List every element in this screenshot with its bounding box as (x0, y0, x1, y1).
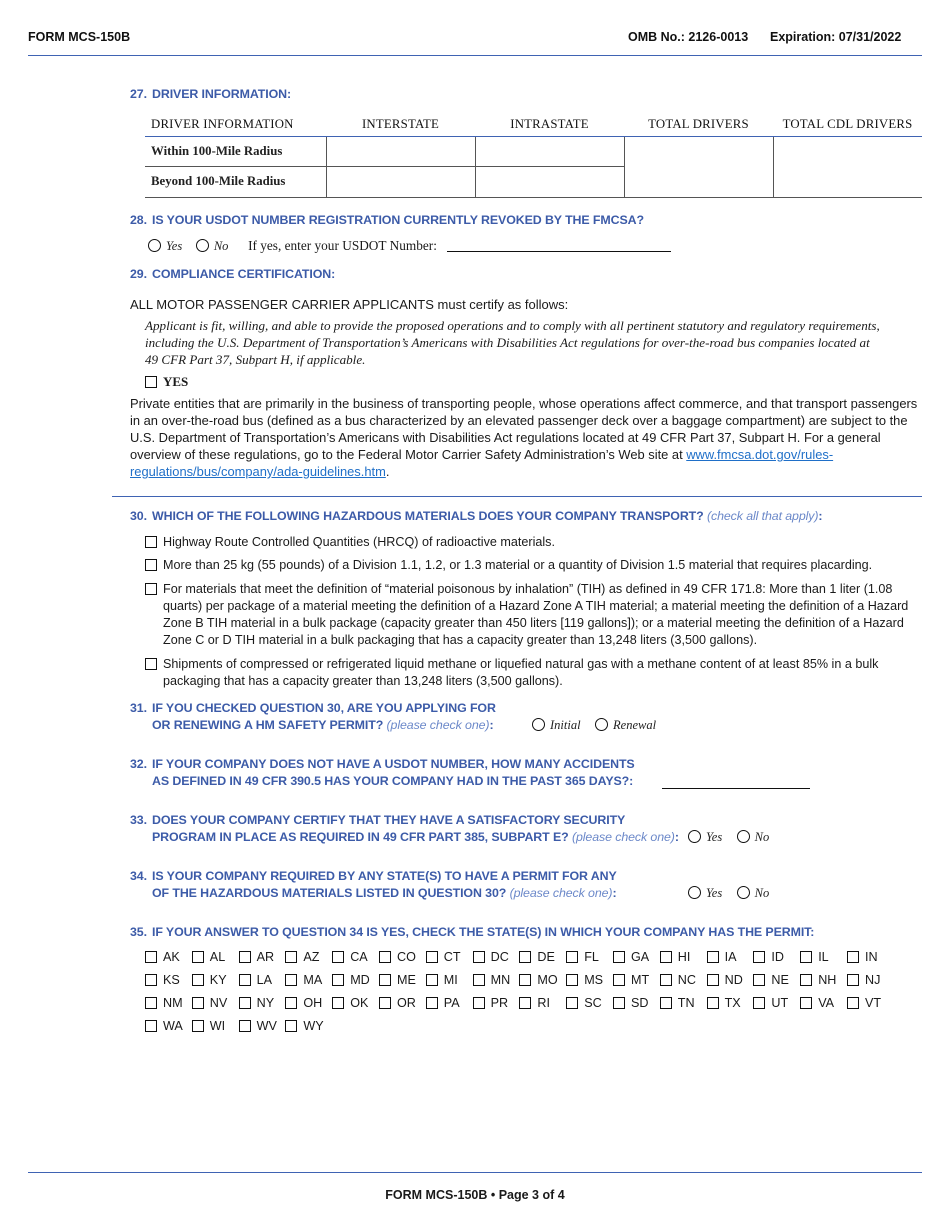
form-name: FORM MCS-150B (28, 30, 131, 44)
state-option-ca (332, 950, 368, 964)
state-checkbox-mo[interactable] (519, 974, 531, 986)
state-option-fl (566, 950, 599, 964)
q29-paragraph: Private entities that are primarily in the business of transporting people, whose operations affect commerce, and that transport passengers in an over-the-road bus (defined as a bus characterized by an elevated passenger deck over a baggage compartment) are subject to the U.S. Department of Transportation’s Americans with Disabilities Act regulations located at 49 CFR Part 37, Subpart H. For a general overview of these regulations, go to the Federal Motor Carrier Safety Administration’s Web site at www.fmcsa.dot.gov/rules-regulations/bus/company/ada-guidelines.htm. (130, 396, 918, 479)
state-checkbox-md[interactable] (332, 974, 344, 986)
q29-intro: ALL MOTOR PASSENGER CARRIER APPLICANTS must certify as follows: (130, 297, 569, 312)
state-label: RI (537, 996, 550, 1010)
hazmat-division1-checkbox[interactable] (145, 559, 157, 571)
state-checkbox-vt[interactable] (847, 997, 859, 1009)
state-option-nd (707, 973, 743, 987)
q27-heading: 27. DRIVER INFORMATION: (130, 87, 291, 101)
hazmat-option-hrcq: Highway Route Controlled Quantities (HRCQ) of radioactive materials. (145, 534, 920, 551)
within-interstate-field[interactable] (326, 136, 475, 167)
state-checkbox-mn[interactable] (473, 974, 485, 986)
state-checkbox-ak[interactable] (145, 951, 157, 963)
state-label: PA (443, 996, 460, 1010)
state-label: MA (303, 973, 323, 987)
row-within-100-mile: Within 100-Mile Radius (145, 136, 326, 167)
state-option-la (239, 973, 272, 987)
col-total-cdl-drivers: TOTAL CDL DRIVERS (773, 114, 922, 136)
state-checkbox-wv[interactable] (239, 1020, 251, 1032)
q33-no-radio[interactable] (737, 830, 750, 843)
state-label: OK (350, 996, 369, 1010)
beyond-interstate-field[interactable] (326, 167, 475, 198)
state-label: SC (584, 996, 602, 1010)
state-checkbox-pr[interactable] (473, 997, 485, 1009)
state-label: DC (490, 950, 509, 964)
state-checkbox-nj[interactable] (847, 974, 859, 986)
state-label: ME (397, 973, 416, 987)
beyond-intrastate-field[interactable] (475, 167, 624, 198)
state-label: IL (818, 950, 829, 964)
state-checkbox-pa[interactable] (426, 997, 438, 1009)
footer-rule (28, 1172, 922, 1173)
state-label: UT (771, 996, 789, 1010)
state-label: IN (865, 950, 878, 964)
state-label: WV (256, 1019, 277, 1033)
state-option-ut (753, 996, 788, 1010)
state-label: NC (677, 973, 696, 987)
state-label: DE (537, 950, 555, 964)
state-option-de (519, 950, 555, 964)
state-option-ak (145, 950, 180, 964)
state-option-il (800, 950, 829, 964)
state-option-wa (145, 1019, 183, 1033)
state-option-ny (239, 996, 275, 1010)
state-checkbox-ar[interactable] (239, 951, 251, 963)
state-label: FL (584, 950, 599, 964)
q31-initial-radio[interactable] (532, 718, 545, 731)
hazmat-hrcq-checkbox[interactable] (145, 536, 157, 548)
state-checkbox-oh[interactable] (285, 997, 297, 1009)
state-option-vt (847, 996, 881, 1010)
total-cdl-drivers-field[interactable] (773, 136, 922, 197)
state-checkbox-ms[interactable] (566, 974, 578, 986)
state-option-va (800, 996, 834, 1010)
state-label: NV (209, 996, 228, 1010)
state-checkbox-tx[interactable] (707, 997, 719, 1009)
state-option-nh (800, 973, 836, 987)
state-checkbox-nd[interactable] (707, 974, 719, 986)
state-label: KS (163, 973, 180, 987)
state-checkbox-ut[interactable] (753, 997, 765, 1009)
col-driver-information: DRIVER INFORMATION (145, 114, 326, 136)
state-label: NH (818, 973, 837, 987)
state-label: TN (677, 996, 695, 1010)
state-checkbox-ma[interactable] (285, 974, 297, 986)
state-label: WA (163, 1019, 183, 1033)
q28-heading: 28. IS YOUR USDOT NUMBER REGISTRATION CURRENTLY REVOKED BY THE FMCSA? (130, 213, 644, 227)
fmcsa-ada-link[interactable]: www.fmcsa.dot.gov/rules-regulations/bus/company/ada-guidelines.htm (130, 447, 834, 479)
state-checkbox-mi[interactable] (426, 974, 438, 986)
state-option-mn (473, 973, 511, 987)
state-option-al (192, 950, 225, 964)
state-label: VA (818, 996, 835, 1010)
accident-count-field[interactable] (662, 788, 810, 789)
state-label: MO (537, 973, 558, 987)
state-label: AR (256, 950, 275, 964)
state-option-ga (613, 950, 649, 964)
state-option-nm (145, 996, 183, 1010)
state-option-mt (613, 973, 649, 987)
q28-answers: Yes No If yes, enter your USDOT Number: (148, 238, 671, 254)
state-option-sc (566, 996, 602, 1010)
state-option-ia (707, 950, 737, 964)
state-checkbox-nv[interactable] (192, 997, 204, 1009)
q34-yes-radio[interactable] (688, 886, 701, 899)
state-checkbox-wi[interactable] (192, 1020, 204, 1032)
state-option-dc (473, 950, 509, 964)
state-checkbox-wa[interactable] (145, 1020, 157, 1032)
state-checkbox-ca[interactable] (332, 951, 344, 963)
state-checkbox-sd[interactable] (613, 997, 625, 1009)
state-checkbox-ky[interactable] (192, 974, 204, 986)
state-checkbox-de[interactable] (519, 951, 531, 963)
q33-heading: 33. DOES YOUR COMPANY CERTIFY THAT THEY HAVE A SATISFACTORY SECURITY PROGRAM IN PLACE AS REQUIRED IN 49 CFR PART 385, SUBPART E? (please check one): (130, 813, 679, 844)
state-option-az (285, 950, 319, 964)
state-option-mo (519, 973, 557, 987)
state-option-tx (707, 996, 741, 1010)
q33-answers: Yes No (688, 828, 779, 846)
state-checkbox-nm[interactable] (145, 997, 157, 1009)
driver-information-table (145, 114, 922, 198)
usdot-number-field[interactable] (447, 251, 671, 252)
total-drivers-field[interactable] (624, 136, 773, 197)
state-option-ma (285, 973, 322, 987)
state-option-sd (613, 996, 649, 1010)
state-option-ct (426, 950, 461, 964)
state-option-wy (285, 1019, 323, 1033)
state-label: ID (771, 950, 784, 964)
state-label: NY (256, 996, 275, 1010)
state-label: PR (490, 996, 509, 1010)
within-intrastate-field[interactable] (475, 136, 624, 167)
col-intrastate: INTRASTATE (475, 114, 624, 136)
state-checkbox-tn[interactable] (660, 997, 672, 1009)
expiration-date: Expiration: 07/31/2022 (770, 30, 902, 44)
q30-heading: 30. WHICH OF THE FOLLOWING HAZARDOUS MATERIALS DOES YOUR COMPANY TRANSPORT? (check all that apply): (130, 509, 823, 523)
state-label: GA (631, 950, 650, 964)
hazmat-option-tih: For materials that meet the definition of “material poisonous by inhalation” (TIH) as defined in 49 CFR 171.8: More than 1 liter (1.08 quarts) per package of a material meeting the definition of a Hazard Zone A TIH material; a material meeting the definition of a Hazard Zone B TIH material in a bulk package (capacity greater than 450 liters [119 gallons]); or a material meeting the definition of a Hazard Zone C or D TIH material in a bulk packaging that has a capacity greater than 13,248 liters (3,500 gallons). (145, 581, 922, 649)
state-option-ms (566, 973, 603, 987)
state-checkbox-il[interactable] (800, 951, 812, 963)
state-checkbox-ia[interactable] (707, 951, 719, 963)
state-label: SD (631, 996, 649, 1010)
state-checkbox-fl[interactable] (566, 951, 578, 963)
q35-heading: 35. IF YOUR ANSWER TO QUESTION 34 IS YES, CHECK THE STATE(S) IN WHICH YOUR COMPANY HAS THE PERMIT: (130, 925, 815, 939)
state-label: NM (163, 996, 183, 1010)
state-option-nc (660, 973, 696, 987)
q29-yes-option: YES (145, 374, 188, 390)
state-checkbox-ri[interactable] (519, 997, 531, 1009)
state-option-wi (192, 1019, 225, 1033)
state-label: MS (584, 973, 604, 987)
state-label: TX (724, 996, 741, 1010)
footer-page-label: FORM MCS-150B • Page 3 of 4 (385, 1188, 565, 1202)
q28-yes-radio[interactable] (148, 239, 161, 252)
state-checkbox-nc[interactable] (660, 974, 672, 986)
hazmat-tih-checkbox[interactable] (145, 583, 157, 595)
state-checkbox-va[interactable] (800, 997, 812, 1009)
state-checkbox-or[interactable] (379, 997, 391, 1009)
state-checkbox-id[interactable] (753, 951, 765, 963)
state-option-ok (332, 996, 368, 1010)
state-label: WY (303, 1019, 324, 1033)
state-option-nv (192, 996, 228, 1010)
state-checkbox-ga[interactable] (613, 951, 625, 963)
state-option-hi (660, 950, 691, 964)
state-checkbox-la[interactable] (239, 974, 251, 986)
state-option-ne (753, 973, 789, 987)
q32-heading: 32. IF YOUR COMPANY DOES NOT HAVE A USDOT NUMBER, HOW MANY ACCIDENTS AS DEFINED IN 49 CFR 390.5 HAS YOUR COMPANY HAD IN THE PAST 365 DAYS?: (130, 757, 635, 788)
state-option-mi (426, 973, 458, 987)
q29-heading: 29. COMPLIANCE CERTIFICATION: (130, 267, 336, 281)
state-checkbox-ct[interactable] (426, 951, 438, 963)
table-row (145, 136, 922, 167)
state-label: ND (724, 973, 743, 987)
state-label: HI (677, 950, 691, 964)
q31-answers: Initial Renewal (532, 716, 666, 734)
state-label: AK (163, 950, 180, 964)
state-checkbox-ne[interactable] (753, 974, 765, 986)
state-label: MD (350, 973, 370, 987)
row-beyond-100-mile: Beyond 100-Mile Radius (145, 167, 326, 198)
hazmat-methane-checkbox[interactable] (145, 658, 157, 670)
state-label: KY (209, 973, 227, 987)
q34-no-radio[interactable] (737, 886, 750, 899)
state-label: IA (724, 950, 737, 964)
state-label: MI (443, 973, 458, 987)
usdot-prompt: If yes, enter your USDOT Number: (248, 238, 437, 253)
q34-answers: Yes No (688, 884, 779, 902)
col-interstate: INTERSTATE (326, 114, 475, 136)
q29-statement: Applicant is fit, willing, and able to provide the proposed operations and to comply with all pertinent statutory and regulatory requirements, including the U.S. Department of Transportation’s Americans with Disabilities Act regulations for over-the-road bus companies located at 49 CFR Part 37, Subpart H, if applicable. (145, 318, 880, 367)
state-option-co (379, 950, 416, 964)
state-label: WI (209, 1019, 226, 1033)
state-label: AZ (303, 950, 320, 964)
col-total-drivers: TOTAL DRIVERS (624, 114, 773, 136)
state-option-wv (239, 1019, 277, 1033)
state-label: LA (256, 973, 272, 987)
state-option-ar (239, 950, 275, 964)
state-option-in (847, 950, 878, 964)
hazmat-option-division1: More than 25 kg (55 pounds) of a Division 1.1, 1.2, or 1.3 material or a quantity of Division 1.5 material that requires placarding. (145, 557, 920, 574)
state-checkbox-al[interactable] (192, 951, 204, 963)
state-option-pr (473, 996, 509, 1010)
q31-renewal-radio[interactable] (595, 718, 608, 731)
state-option-ks (145, 973, 180, 987)
omb-number: OMB No.: 2126-0013 (628, 30, 749, 44)
hazmat-option-methane: Shipments of compressed or refrigerated liquid methane or liquefied natural gas with a methane content of at least 85% in a bulk packaging that has a capacity greater than 13,248 liters (3,500 gallons). (145, 656, 922, 690)
state-option-ky (192, 973, 227, 987)
state-checkbox-ny[interactable] (239, 997, 251, 1009)
state-checkbox-ok[interactable] (332, 997, 344, 1009)
state-checkbox-dc[interactable] (473, 951, 485, 963)
state-checkbox-wy[interactable] (285, 1020, 297, 1032)
state-label: CT (443, 950, 461, 964)
q34-heading: 34. IS YOUR COMPANY REQUIRED BY ANY STATE(S) TO HAVE A PERMIT FOR ANY OF THE HAZARDOUS MATERIALS LISTED IN QUESTION 30? (please check one): (130, 869, 617, 900)
state-checkbox-sc[interactable] (566, 997, 578, 1009)
state-checkbox-co[interactable] (379, 951, 391, 963)
state-label: CA (350, 950, 368, 964)
state-checkbox-nh[interactable] (800, 974, 812, 986)
state-label: NE (771, 973, 789, 987)
state-label: NJ (865, 973, 881, 987)
state-option-pa (426, 996, 460, 1010)
state-checkbox-mt[interactable] (613, 974, 625, 986)
state-option-me (379, 973, 416, 987)
section-divider (112, 496, 922, 497)
header-rule (28, 55, 922, 56)
state-label: MT (631, 973, 650, 987)
state-option-id (753, 950, 784, 964)
state-checkbox-me[interactable] (379, 974, 391, 986)
state-label: VT (865, 996, 882, 1010)
q28-no-radio[interactable] (196, 239, 209, 252)
state-option-oh (285, 996, 322, 1010)
state-label: AL (209, 950, 226, 964)
state-label: OH (303, 996, 323, 1010)
state-checkbox-ks[interactable] (145, 974, 157, 986)
state-checkbox-hi[interactable] (660, 951, 672, 963)
state-option-nj (847, 973, 880, 987)
state-option-or (379, 996, 416, 1010)
state-label: OR (397, 996, 416, 1010)
state-checkbox-az[interactable] (285, 951, 297, 963)
state-label: MN (490, 973, 511, 987)
state-label: CO (397, 950, 416, 964)
state-option-md (332, 973, 370, 987)
q29-yes-checkbox[interactable] (145, 376, 157, 388)
q31-heading: 31. IF YOU CHECKED QUESTION 30, ARE YOU APPLYING FOR OR RENEWING A HM SAFETY PERMIT? (please check one): (130, 701, 496, 732)
state-checkbox-in[interactable] (847, 951, 859, 963)
q33-yes-radio[interactable] (688, 830, 701, 843)
state-option-tn (660, 996, 695, 1010)
state-option-ri (519, 996, 550, 1010)
